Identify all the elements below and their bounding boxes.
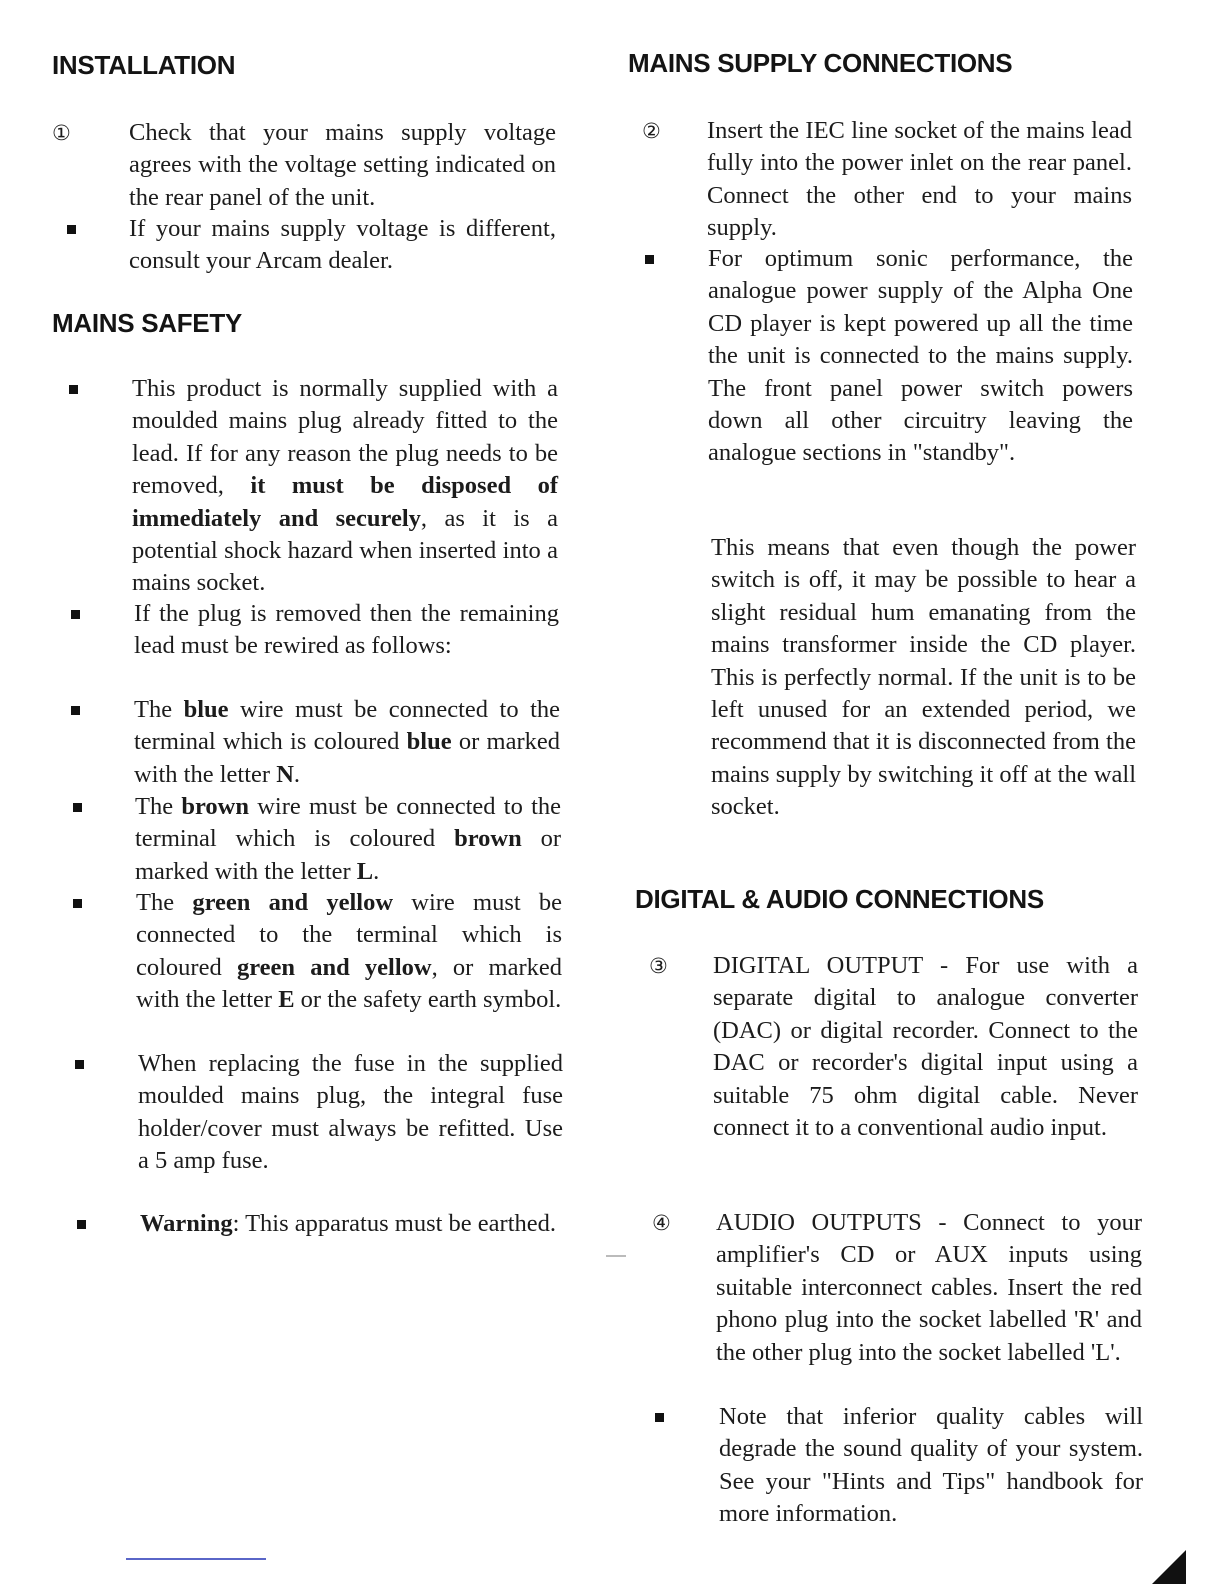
step-1-marker: ① [52,121,71,145]
install-note-text: If your mains supply voltage is different, consult your Arcam dealer. [129,215,556,275]
mains-supply-heading: MAINS SUPPLY CONNECTIONS [628,48,1013,78]
bullet-square-icon [67,225,76,234]
step-3-marker: ③ [649,954,668,978]
stray-mark [606,1255,626,1257]
safety-item-blue-wire: The blue wire must be connected to the terminal which is coloured blue or marked with the letter N. [134,696,561,788]
mains-safety-heading: MAINS SAFETY [52,308,242,338]
bullet-square-icon [71,706,80,715]
audio-outputs-text: AUDIO OUTPUTS - Connect to your amplifier's CD or AUX inputs using suitable interconnect cables. Insert the red phono plug into the socket labelled 'R' and the other plug into the socket labelled 'L'. [716,1209,1142,1366]
page-corner-triangle-icon [1152,1550,1186,1584]
safety-warning: Warning: This apparatus must be earthed. [140,1210,556,1237]
safety-item-1: This product is normally supplied with a moulded mains plug already fitted to the lead. If for any reason the plug needs to be removed, it must be disposed of immediately and securely, as it is a potential shock hazard when inserted into a mains socket. [132,375,559,597]
bullet-square-icon [75,1060,84,1069]
digital-audio-heading: DIGITAL & AUDIO CONNECTIONS [635,884,1044,914]
safety-item-fuse: When replacing the fuse in the supplied moulded mains plug, the integral fuse holder/cover must always be refitted. Use a 5 amp fuse. [138,1050,563,1175]
bullet-square-icon [655,1413,664,1422]
bullet-square-icon [73,803,82,812]
step-4-marker: ④ [652,1211,671,1235]
mains-step-2-text: Insert the IEC line socket of the mains lead fully into the power inlet on the rear panel. Connect the other end to your mains supply. [707,117,1132,242]
digital-output-text: DIGITAL OUTPUT - For use with a separate digital to analogue converter (DAC) or digital recorder. Connect to the DAC or recorder's digital input using a suitable 75 ohm digital cable. Never connect it to a conventional audio input. [713,952,1138,1142]
step-2-marker: ② [642,119,661,143]
bullet-square-icon [77,1220,86,1229]
cable-quality-note: Note that inferior quality cables will degrade the sound quality of your system. See your "Hints and Tips" handbook for more information. [719,1403,1143,1528]
bullet-square-icon [73,899,82,908]
safety-item-2: If the plug is removed then the remaining lead must be rewired as follows: [134,600,559,660]
mains-hum-paragraph: This means that even though the power switch is off, it may be possible to hear a slight residual hum emanating from the mains transformer inside the CD player. This is perfectly normal. If the unit is to be left unused for an extended period, we recommend that it is disconnected from the mains supply by switching it off at the wall socket. [711,534,1136,821]
footer-rule [126,1558,266,1560]
mains-standby-text: For optimum sonic performance, the analogue power supply of the Alpha One CD player is kept powered up all the time the unit is connected to the mains supply. The front panel power switch powers down all other circuitry leaving the analogue sections in "standby". [708,245,1133,467]
safety-item-brown-wire: The brown wire must be connected to the terminal which is coloured brown or marked with the letter L. [135,793,562,885]
installation-heading: INSTALLATION [52,50,236,80]
bullet-square-icon [645,255,654,264]
install-step-1-text: Check that your mains supply voltage agrees with the voltage setting indicated on the rear panel of the unit. [129,119,556,211]
bullet-square-icon [71,610,80,619]
safety-item-green-yellow-wire: The green and yellow wire must be connected to the terminal which is coloured green and yellow, or marked with the letter E or the safety earth symbol. [136,889,563,1014]
bullet-square-icon [69,385,78,394]
